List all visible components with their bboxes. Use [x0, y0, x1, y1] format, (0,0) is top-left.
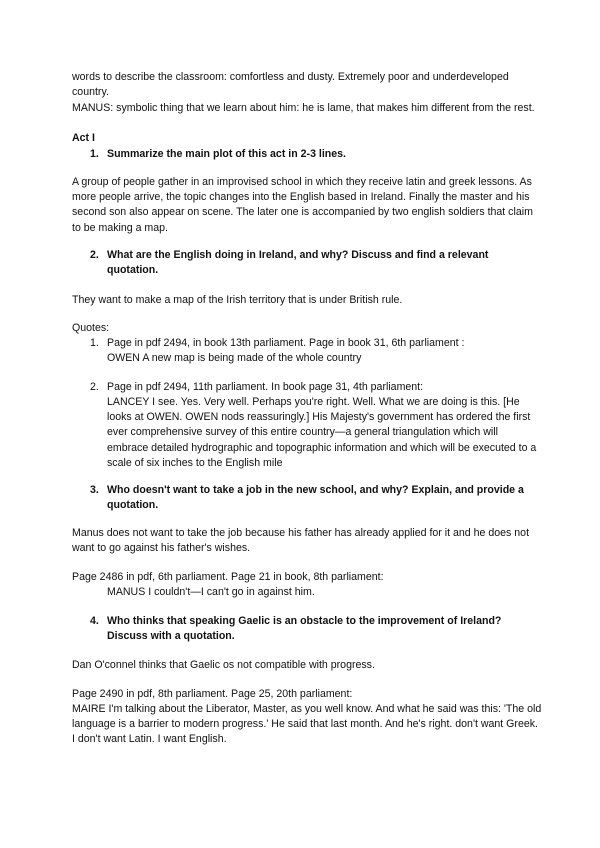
question-2-number: 2.	[90, 249, 99, 261]
answer-2: They want to make a map of the Irish territory that is under British rule.	[72, 294, 403, 306]
quote-1-number: 1.	[90, 337, 99, 349]
quote-1-ref: Page in pdf 2494, in book 13th parliament. Page in book 31, 6th parliament :	[107, 337, 465, 349]
question-3-number: 3.	[90, 484, 99, 496]
classroom-description: words to describe the classroom: comfortless and dusty. Extremely poor and underdeveloped country.	[72, 71, 509, 99]
question-4-text: Who thinks that speaking Gaelic is an obstacle to the improvement of Ireland? Discuss with a quotation.	[107, 615, 502, 643]
quote-2-number: 2.	[90, 381, 99, 393]
quote-4: MAIRE I'm talking about the Liberator, Master, as you well know. And what he said was this: 'The old language is a barrier to modern progress.' He said that last month. And he's right. don't want Greek. I don't want Latin. I want English.	[72, 703, 542, 746]
answer-4: Dan O'connel thinks that Gaelic os not compatible with progress.	[72, 659, 375, 671]
act-title: Act I	[72, 132, 95, 144]
reference-3: Page 2486 in pdf, 6th parliament. Page 21 in book, 8th parliament:	[72, 571, 384, 583]
quote-2-ref: Page in pdf 2494, 11th parliament. In book page 31, 4th parliament:	[107, 381, 424, 393]
manus-description: MANUS: symbolic thing that we learn about him: he is lame, that makes him different from the rest.	[72, 102, 535, 114]
question-1-text: Summarize the main plot of this act in 2-3 lines.	[107, 148, 346, 160]
answer-1: A group of people gather in an improvised school in which they receive latin and greek lessons. As more people arrive, the topic changes into the English based in Ireland. Finally the master and his second son also appear on scene. The later one is accompanied by two english soldiers that claim to be making a map.	[72, 176, 533, 234]
answer-3: Manus does not want to take the job because his father has already applied for it and he does not want to go against his father's wishes.	[72, 527, 530, 555]
reference-4: Page 2490 in pdf, 8th parliament. Page 25, 20th parliament:	[72, 688, 353, 700]
question-2-text: What are the English doing in Ireland, and why? Discuss and find a relevant quotation.	[107, 249, 489, 277]
question-4-number: 4.	[90, 615, 99, 627]
quote-2-text: LANCEY I see. Yes. Very well. Perhaps you're right. Well. What we are doing is this. [He looks at OWEN. OWEN nods reassuringly.] His Majesty's government has ordered the first ever comprehensive survey of this entire country—a general triangulation which will embrace detailed hydrographic and topographic information and which will be executed to a scale of six inches to the English mile	[107, 396, 537, 469]
question-3-text: Who doesn't want to take a job in the new school, and why? Explain, and provide a quotation.	[107, 484, 524, 512]
question-1-number: 1.	[90, 148, 99, 160]
quotes-label: Quotes:	[72, 322, 110, 334]
quote-3: MANUS I couldn't—I can't go in against him.	[107, 586, 315, 598]
quote-1-text: OWEN A new map is being made of the whole country	[107, 352, 362, 364]
